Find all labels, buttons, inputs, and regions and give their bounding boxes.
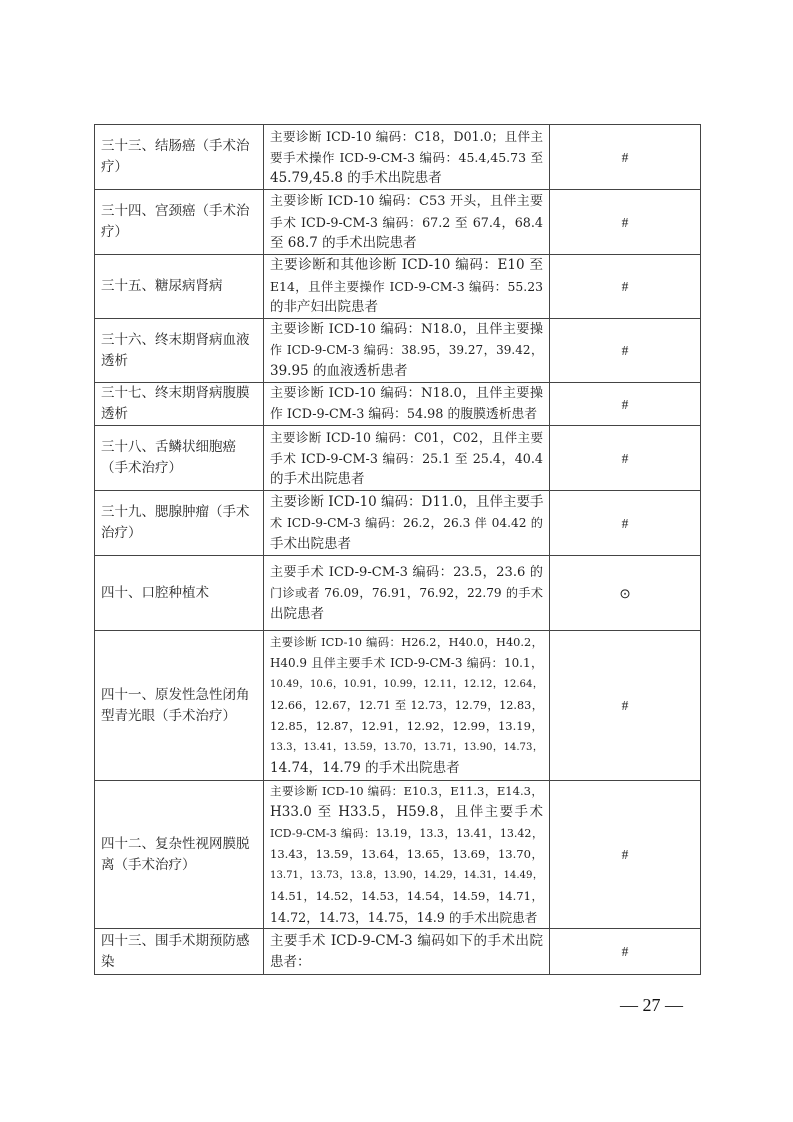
condition-name-line: 四十、口腔种植术 — [101, 584, 209, 601]
table-row — [95, 125, 701, 190]
hash-mark-icon: # — [621, 279, 629, 294]
criteria-line: 13.71，13.73，13.8，13.90，14.29，14.31，14.49， — [270, 870, 543, 881]
criteria-line: 患者： — [270, 953, 311, 970]
criteria-line: 术 ICD-9-CM-3 编码：26.2，26.3 伴 04.42 的 — [270, 515, 543, 530]
condition-name-line: 三十四、宫颈癌（手术治 — [101, 203, 250, 219]
hash-mark-icon: # — [621, 396, 629, 412]
criteria-line: 门诊或者 76.09，76.91，76.92，22.79 的手术 — [270, 585, 543, 600]
hash-mark-icon: # — [621, 515, 629, 531]
criteria-line: 14.74，14.79 的手术出院患者 — [270, 760, 460, 776]
criteria-cell — [264, 319, 550, 383]
criteria-line: 出院患者 — [270, 605, 324, 622]
table-row — [95, 491, 701, 556]
condition-name-cell — [95, 426, 264, 491]
criteria-line: 要手术操作 ICD-9-CM-3 编码：45.4,45.73 至 — [270, 149, 543, 165]
indicator-cell — [550, 929, 701, 975]
criteria-line: 主要诊断和其他诊断 ICD-10 编码：E10 至 — [270, 257, 543, 273]
condition-name-cell — [95, 631, 264, 781]
indicator-cell — [550, 781, 701, 929]
criteria-cell — [264, 426, 550, 491]
condition-name-line: 疗） — [101, 224, 128, 240]
table-row — [95, 781, 701, 929]
criteria-line: 手术出院患者 — [270, 535, 351, 552]
circled-dot-icon: ⊙ — [619, 585, 631, 601]
indicator-cell — [550, 426, 701, 491]
indicator-cell — [550, 255, 701, 319]
condition-name-cell — [95, 556, 264, 631]
criteria-line: 主要诊断 ICD-10 编码：C01，C02，且伴主要 — [270, 429, 543, 445]
criteria-line: 手术 ICD-9-CM-3 编码：67.2 至 67.4，68.4 — [270, 214, 543, 230]
clinical-criteria-table — [94, 124, 701, 975]
criteria-line: 至 68.7 的手术出院患者 — [270, 234, 417, 251]
criteria-line: 主要诊断 ICD-10 编码：C18，D01.0；且伴主 — [270, 128, 543, 144]
condition-name-cell — [95, 929, 264, 975]
condition-name-cell — [95, 319, 264, 383]
criteria-line: 主要诊断 ICD-10 编码：N18.0，且伴主要操 — [270, 322, 543, 337]
criteria-line: 主要手术 ICD-9-CM-3 编码如下的手术出院 — [270, 932, 543, 949]
criteria-line: 39.95 的血液透析患者 — [270, 363, 408, 379]
criteria-line: 12.85，12.87，12.91，12.92，12.99，13.19， — [270, 719, 543, 733]
table-row — [95, 929, 701, 975]
criteria-cell — [264, 190, 550, 255]
condition-name-line: 三十七、终末期肾病腹膜 — [101, 385, 250, 401]
condition-name-line: （手术治疗） — [101, 460, 182, 476]
criteria-line: E14，且伴主要操作 ICD-9-CM-3 编码：55.23 — [270, 279, 543, 294]
indicator-cell — [550, 190, 701, 255]
criteria-cell — [264, 491, 550, 556]
indicator-cell — [550, 631, 701, 781]
criteria-cell — [264, 556, 550, 631]
hash-mark-icon: # — [621, 944, 629, 959]
criteria-line: 13.3，13.41，13.59，13.70，13.71，13.90，14.73， — [270, 742, 543, 753]
criteria-line: 主要诊断 ICD-10 编码：E10.3，E11.3，E14.3， — [270, 784, 543, 798]
condition-name-cell — [95, 125, 264, 190]
condition-name-line: 三十八、舌鳞状细胞癌 — [101, 439, 236, 455]
condition-name-line: 治疗） — [101, 525, 142, 541]
table-row — [95, 631, 701, 781]
criteria-line: 45.79,45.8 的手术出院患者 — [270, 169, 442, 186]
condition-name-line: 染 — [101, 953, 115, 970]
page-number: — 27 — — [620, 995, 683, 1015]
criteria-line: ICD-9-CM-3 编码：13.19，13.3，13.41，13.42， — [270, 827, 543, 840]
table-row — [95, 383, 701, 426]
criteria-cell — [264, 929, 550, 975]
criteria-line: H33.0 至 H33.5，H59.8，且伴主要手术 — [270, 804, 543, 820]
condition-name-line: 透析 — [101, 406, 128, 422]
criteria-line: 14.72，14.73，14.75，14.9 的手术出院患者 — [270, 910, 538, 925]
condition-name-line: 疗） — [101, 159, 128, 175]
hash-mark-icon: # — [621, 847, 629, 862]
criteria-line: H40.9 且伴主要手术 ICD-9-CM-3 编码：10.1， — [270, 656, 543, 670]
criteria-line: 手术 ICD-9-CM-3 编码：25.1 至 25.4，40.4 — [270, 450, 543, 466]
criteria-line: 主要诊断 ICD-10 编码：D11.0，且伴主要手 — [270, 493, 544, 510]
indicator-cell — [550, 556, 701, 631]
criteria-line: 主要诊断 ICD-10 编码：C53 开头，且伴主要 — [270, 193, 543, 209]
criteria-line: 主要诊断 ICD-10 编码：N18.0，且伴主要操 — [270, 386, 543, 401]
hash-mark-icon: # — [621, 149, 629, 165]
condition-name-cell — [95, 190, 264, 255]
criteria-cell — [264, 125, 550, 190]
criteria-cell — [264, 631, 550, 781]
condition-name-line: 三十三、结肠癌（手术治 — [101, 138, 250, 154]
indicator-cell — [550, 491, 701, 556]
criteria-line: 10.49，10.6，10.91，10.99，12.11，12.12，12.64， — [270, 679, 543, 690]
indicator-cell — [550, 383, 701, 426]
criteria-cell — [264, 781, 550, 929]
condition-name-cell — [95, 383, 264, 426]
criteria-cell — [264, 383, 550, 426]
criteria-line: 主要手术 ICD-9-CM-3 编码：23.5，23.6 的 — [270, 564, 543, 580]
criteria-line: 主要诊断 ICD-10 编码：H26.2，H40.0，H40.2， — [270, 635, 543, 649]
criteria-line: 13.43，13.59，13.64，13.65，13.69，13.70， — [270, 847, 543, 861]
hash-mark-icon: # — [621, 450, 629, 466]
criteria-line: 14.51，14.52，14.53，14.54，14.59，14.71， — [270, 889, 543, 903]
condition-name-line: 四十一、原发性急性闭角 — [101, 686, 250, 703]
table-row — [95, 556, 701, 631]
table-row — [95, 319, 701, 383]
hash-mark-icon: # — [621, 698, 629, 713]
condition-name-line: 型青光眼（手术治疗） — [101, 707, 236, 724]
indicator-cell — [550, 319, 701, 383]
criteria-line: 作 ICD-9-CM-3 编码：54.98 的腹膜透析患者 — [270, 407, 538, 422]
criteria-line: 的手术出院患者 — [270, 470, 365, 487]
hash-mark-icon: # — [621, 343, 629, 358]
condition-name-line: 三十九、腮腺肿瘤（手术 — [101, 504, 250, 520]
table-row — [95, 426, 701, 491]
condition-name-line: 离（手术治疗） — [101, 856, 196, 873]
hash-mark-icon: # — [621, 214, 629, 230]
condition-name-line: 三十六、终末期肾病血液 — [101, 331, 250, 348]
criteria-line: 作 ICD-9-CM-3 编码：38.95，39.27，39.42， — [270, 343, 543, 357]
condition-name-cell — [95, 255, 264, 319]
condition-name-cell — [95, 491, 264, 556]
condition-name-line: 四十二、复杂性视网膜脱 — [101, 835, 250, 852]
condition-name-line: 透析 — [101, 352, 128, 369]
condition-name-line: 三十五、糖尿病肾病 — [101, 278, 223, 294]
criteria-cell — [264, 255, 550, 319]
table-row — [95, 255, 701, 319]
table-row — [95, 190, 701, 255]
condition-name-line: 四十三、围手术期预防感 — [101, 932, 250, 949]
criteria-line: 12.66，12.67，12.71 至 12.73，12.79，12.83， — [270, 699, 543, 712]
condition-name-cell — [95, 781, 264, 929]
criteria-line: 的非产妇出院患者 — [270, 299, 378, 315]
indicator-cell — [550, 125, 701, 190]
